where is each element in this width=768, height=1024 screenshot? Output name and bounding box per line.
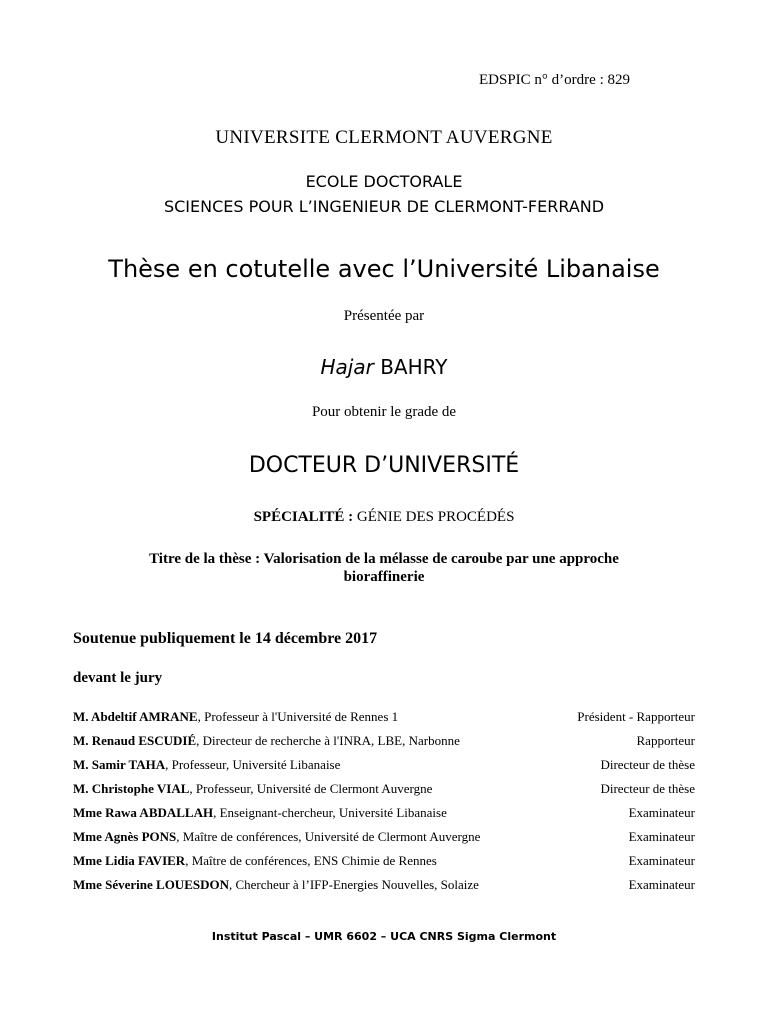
author-first-name: Hajar <box>320 355 374 379</box>
author-last-name: BAHRY <box>380 355 448 379</box>
jury-member-affiliation: , Chercheur à l’IFP-Energies Nouvelles, Solaize <box>228 877 479 892</box>
jury-member <box>73 853 695 877</box>
jury-member-name: Mme Rawa ABDALLAH <box>73 805 214 820</box>
thesis-title <box>0 550 768 586</box>
doctoral-school-line2: SCIENCES POUR L’INGENIEUR DE CLERMONT-FERRAND <box>163 197 605 216</box>
lab-footer: Institut Pascal – UMR 6602 – UCA CNRS Sigma Clermont <box>211 930 557 943</box>
jury-member-affiliation: , Professeur, Université Libanaise <box>165 757 341 772</box>
jury-member-role: Examinateur <box>628 853 695 868</box>
university-name: UNIVERSITE CLERMONT AUVERGNE <box>215 127 553 148</box>
jury-member-role: Examinateur <box>628 877 695 892</box>
jury-member-name: M. Abdeltif AMRANE <box>73 709 198 724</box>
order-number: EDSPIC n° d’ordre : 829 <box>479 72 630 88</box>
jury-member-role: Rapporteur <box>636 733 695 748</box>
jury-member <box>73 757 695 781</box>
jury-member-name: Mme Agnès PONS <box>73 829 177 844</box>
doctoral-school-line1: ECOLE DOCTORALE <box>305 172 463 191</box>
speciality-label: SPÉCIALITÉ : <box>253 509 354 525</box>
jury-member-name: M. Christophe VIAL <box>73 781 190 796</box>
jury-member-affiliation: , Professeur, Université de Clermont Auvergne <box>189 781 433 796</box>
speciality-value: GÉNIE DES PROCÉDÉS <box>356 509 515 525</box>
jury-member-name: Mme Lidia FAVIER <box>73 853 186 868</box>
jury-member <box>73 733 695 757</box>
jury-member-affiliation: , Enseignant-chercheur, Université Libanaise <box>213 805 447 820</box>
speciality <box>0 509 768 526</box>
jury-member-name: M. Samir TAHA <box>73 757 166 772</box>
jury-member <box>73 781 695 805</box>
jury-member-name: M. Renaud ESCUDIÉ <box>73 733 197 748</box>
jury-member <box>73 877 695 901</box>
jury-member-affiliation: , Directeur de recherche à l'INRA, LBE, Narbonne <box>196 733 460 748</box>
jury-member-role: Directeur de thèse <box>600 757 695 772</box>
presented-by: Présentée par <box>343 308 425 324</box>
jury-member-role: Examinateur <box>628 805 695 820</box>
jury-member-role: Examinateur <box>628 829 695 844</box>
thesis-title-line2: bioraffinerie <box>343 569 425 585</box>
obtain-degree: Pour obtenir le grade de <box>311 404 457 420</box>
thesis-title-line1: Titre de la thèse : Valorisation de la mélasse de caroube par une approche <box>149 551 619 567</box>
jury-member <box>73 805 695 829</box>
author-name <box>0 355 768 379</box>
jury-intro: devant le jury <box>73 670 163 686</box>
jury-member-name: Mme Séverine LOUESDON <box>73 877 229 892</box>
jury-member-role: Président - Rapporteur <box>577 709 695 724</box>
defense-date: Soutenue publiquement le 14 décembre 2017 <box>73 630 378 647</box>
degree-title: DOCTEUR D’UNIVERSITÉ <box>248 453 520 478</box>
jury-member-role: Directeur de thèse <box>600 781 695 796</box>
jury-list <box>73 709 695 901</box>
cotutelle-heading: Thèse en cotutelle avec l’Université Libanaise <box>108 255 660 283</box>
jury-member <box>73 709 695 733</box>
jury-member-affiliation: , Professeur à l'Université de Rennes 1 <box>197 709 399 724</box>
jury-member-affiliation: , Maître de conférences, ENS Chimie de Rennes <box>185 853 437 868</box>
jury-member-affiliation: , Maître de conférences, Université de Clermont Auvergne <box>176 829 481 844</box>
jury-member <box>73 829 695 853</box>
